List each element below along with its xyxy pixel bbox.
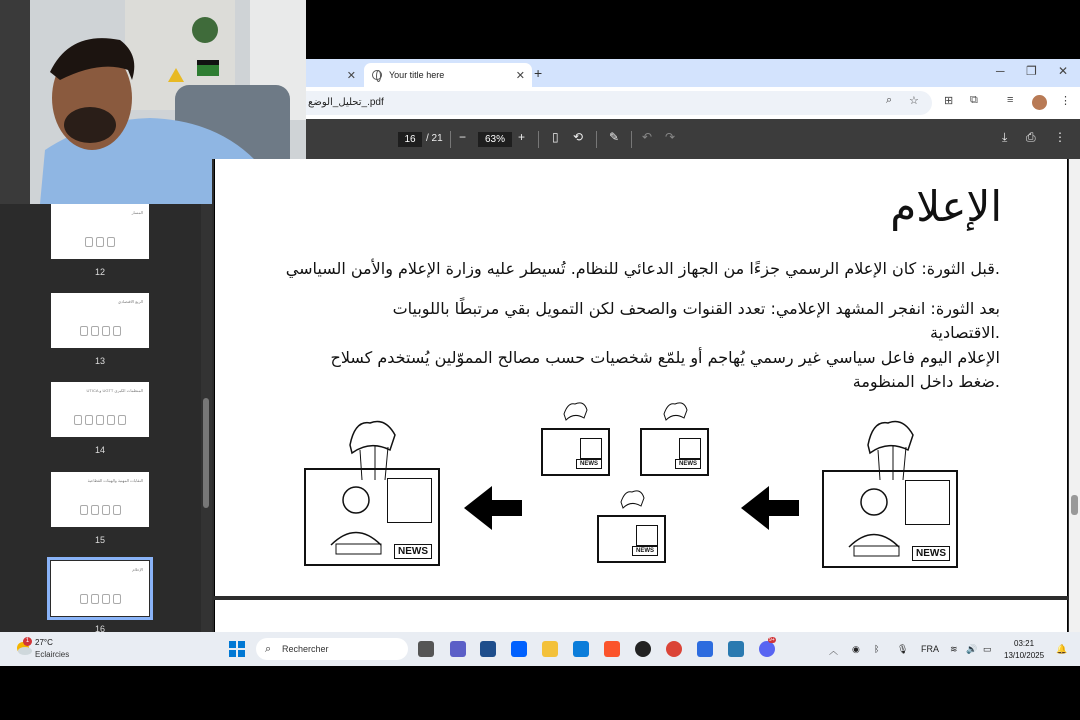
thumbnail-page-14[interactable] [51,382,149,437]
url-text: تحليل_الوضع_.pdf [308,97,384,108]
page-number-input[interactable] [398,132,422,147]
zoom-value: 63% [484,134,505,145]
media-icon[interactable]: ≡ [1007,94,1014,106]
reporter-inset [580,438,602,459]
battery-icon[interactable]: ▭ [983,644,992,654]
news-label: NEWS [675,459,701,469]
news-label: NEWS [576,459,602,469]
thumbnail-sidebar [0,204,212,632]
tray-app-icon[interactable]: ◉ [852,644,860,654]
thumbnail-number: 13 [94,356,105,366]
brave-icon[interactable] [604,641,620,657]
thumbnail-title: الربع الاقتصادي [117,299,143,304]
paragraph-media-today-line2: .ضغط داخل المنظومة [852,372,1000,391]
clock[interactable] [1004,638,1044,662]
url-field[interactable] [306,91,932,115]
zoom-input[interactable] [478,132,512,147]
arrow-left-icon [464,486,524,530]
undo-icon[interactable]: ↶ [642,130,653,144]
task-view-icon[interactable] [418,641,434,657]
language-indicator[interactable]: FRA [921,644,939,654]
pdf-toolbar [306,119,1080,159]
new-tab-button[interactable]: + [534,65,543,81]
annotate-icon[interactable]: ✎ [609,130,620,144]
thumbnail-title: UTICA و UGTT المنظمات الكبرى [86,388,143,393]
thumbnail-number: 12 [94,267,105,277]
thumbnail-page-13[interactable] [51,293,149,348]
thumbnail-figures [57,326,143,336]
reporter-inset [679,438,701,459]
thumbnail-scroll-thumb[interactable] [203,398,209,508]
fit-page-icon[interactable]: ▯ [552,130,559,144]
news-label: NEWS [394,544,432,559]
clock-time: 03:21 [1014,639,1035,648]
globe-icon [372,70,382,80]
puppet-hand-illustration [340,415,410,485]
reporter-inset [636,525,658,546]
file-explorer-icon[interactable] [542,641,558,657]
tab-close-icon[interactable]: ✕ [515,69,525,82]
redo-icon[interactable]: ↷ [665,130,676,144]
tab-active-label: Your title here [389,70,445,80]
bookmark-star-icon[interactable]: ☆ [909,95,919,107]
notifications-bell-icon[interactable]: 🔔 [1056,644,1068,654]
divider [450,131,451,148]
thumbnail-figures [57,237,143,247]
print-icon[interactable]: ⎙ [1026,130,1036,144]
document-scroll-thumb[interactable] [1071,495,1078,515]
paragraph-after-revolution-line1: بعد الثورة: انفجر المشهد الإعلامي: تعدد القنوات والصحف لكن التمويل بقي مرتبطًا باللوبيات [392,299,1000,318]
page-current: 16 [404,134,416,145]
thumbnail-page-15[interactable] [51,472,149,527]
chrome-icon[interactable] [666,641,682,657]
minimize-icon[interactable]: ─ [996,64,1005,78]
app-icon[interactable] [697,641,713,657]
discord-badge: 9+ [769,637,775,643]
thumbnail-title: المسار [131,210,143,215]
paragraph-media-today-line1: الإعلام اليوم فاعل سياسي غير رسمي يُهاجم أو يلمّع شخصيات حسب مصالح المموّلين يُستخدم كسلاح [330,348,1000,367]
zoom-out-button[interactable]: − [459,130,467,144]
app-icon[interactable] [635,641,651,657]
address-bar [306,87,1080,119]
profile-avatar[interactable] [1032,95,1047,110]
tab-strip [306,59,1080,87]
news-tv-small-illustration [640,428,709,476]
rotate-icon[interactable]: ⟲ [573,130,584,144]
thumbnail-number: 15 [94,535,105,545]
thumbnail-title: النقابات المهنية والهيئات القطاعية [87,478,143,483]
extensions-icon[interactable]: ⧉ [970,94,978,106]
teams-icon[interactable] [450,641,466,657]
tab-close-icon[interactable]: ✕ [346,69,356,82]
thumbnail-title: الإعلام [132,567,143,572]
thumbnail-figures [57,415,143,425]
taskbar [0,632,1080,666]
news-tv-small-illustration [597,515,666,563]
thumbnail-page-12[interactable] [51,204,149,259]
divider [631,131,632,148]
puppet-hand-small-illustration [660,400,690,430]
news-label: NEWS [912,546,950,561]
puppet-hand-small-illustration [617,488,647,518]
thumbnail-figures [57,505,143,515]
paragraph-after-revolution-line2: .الاقتصادية [929,323,1000,342]
news-tv-small-illustration [541,428,610,476]
clock-date: 13/10/2025 [1004,651,1045,660]
thumbnail-figures [57,594,143,604]
paragraph-before-revolution: .قبل الثورة: كان الإعلام الرسمي جزءًا من الجهاز الدعائي للنظام. تُسيطر عليه وزارة الإعلام والأمن السياسي [285,259,1000,278]
discord-icon[interactable] [759,637,775,657]
tray-chevron-icon[interactable]: ︿ [829,646,839,656]
tab-active[interactable] [364,63,532,87]
restore-icon[interactable]: ❐ [1026,64,1037,78]
puppet-hand-small-illustration [560,400,590,430]
download-icon[interactable]: ⤓ [1002,130,1008,144]
bluetooth-icon[interactable]: ᛒ [874,644,880,654]
tab-previous[interactable] [306,63,358,87]
puppet-hand-illustration [858,415,928,485]
arrow-left-icon [741,486,801,530]
search-icon: ⌕ [265,643,272,655]
page-total: / 21 [426,133,443,144]
news-label: NEWS [632,546,658,556]
search-placeholder: Rechercher [282,644,329,654]
store-icon[interactable] [573,641,589,657]
thumbnail-number: 14 [94,445,105,455]
divider [596,131,597,148]
wifi-icon[interactable]: ≋ [950,644,958,654]
zoom-in-button[interactable]: + [518,130,526,144]
windows-start-icon[interactable] [229,641,245,657]
reporter-inset [905,480,950,525]
dropbox-icon[interactable] [511,641,527,657]
close-window-icon[interactable]: ✕ [1058,64,1069,78]
divider [538,131,539,148]
taskbar-search-input[interactable] [256,638,408,660]
microphone-icon[interactable]: 🎙 [897,644,909,654]
more-options-icon[interactable]: ⋮ [1054,130,1066,144]
page-title: الإعلام [890,182,1002,231]
volume-icon[interactable]: 🔊 [966,644,978,654]
weather-temperature[interactable]: 27°C [35,638,53,647]
thumbnail-page-16[interactable] [51,561,149,616]
zoom-search-icon[interactable]: ⌕ [886,94,893,106]
notification-badge: 1 [23,637,32,646]
weather-description[interactable]: Eclaircies [35,650,70,659]
thumbnail-number: 16 [94,624,105,632]
app-icon[interactable] [728,641,744,657]
translate-icon[interactable]: ⊞ [944,95,954,107]
pdf-next-page [214,600,1068,632]
app-icon[interactable] [480,641,496,657]
menu-dots-icon[interactable]: ⋮ [1060,95,1071,107]
document-scrollbar[interactable] [1069,159,1080,632]
